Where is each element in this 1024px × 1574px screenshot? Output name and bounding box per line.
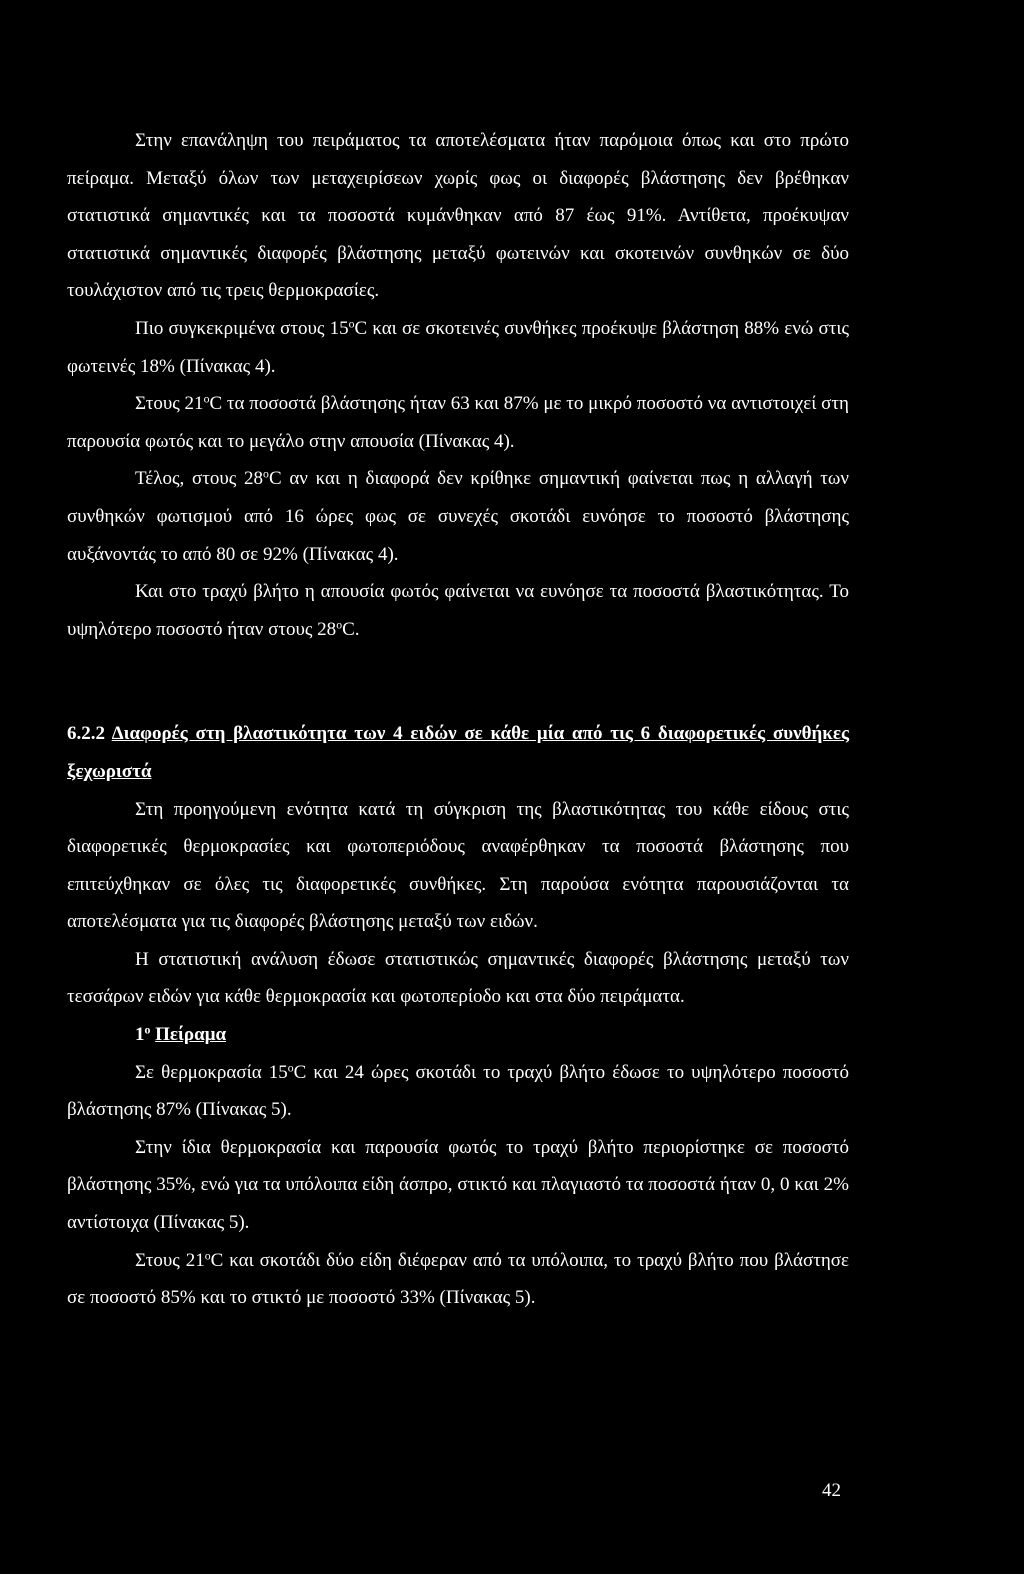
paragraph-2-text-b: C και σε σκοτεινές συνθήκες προέκυψε βλάστηση 88% ενώ στις φωτεινές 18% (Πίνακας 4). — [67, 317, 849, 377]
subheading-experiment-1 — [67, 1016, 849, 1054]
paragraph-2 — [67, 310, 849, 385]
paragraph-4-text-a: Τέλος, στους 28 — [135, 468, 264, 490]
paragraph-8-text-a: Σε θερμοκρασία 15 — [135, 1061, 288, 1083]
paragraph-7: Η στατιστική ανάλυση έδωσε στατιστικώς σημαντικές διαφορές βλάστησης μεταξύ των τεσσάρων ειδών για κάθε θερμοκρασία και φωτοπερίοδο και στα δύο πειράματα. — [67, 948, 849, 1008]
section-number: 6.2.2 — [67, 723, 105, 745]
degree-sign: o — [348, 317, 355, 331]
paragraph-5-text-b: C. — [342, 618, 360, 640]
paragraph-1: Στην επανάληψη του πειράματος τα αποτελέσματα ήταν παρόμοια όπως και στο πρώτο πείραμα. Μεταξύ όλων των μεταχειρίσεων χωρίς φως οι διαφορές βλάστησης δεν βρέθηκαν στατιστικά σημαντικές και τα ποσοστά κυμάνθηκαν από 87 έως 91%. Αντίθετα, προέκυψαν στατιστικά σημαντικές διαφορές βλάστησης μεταξύ φωτεινών και σκοτεινών συνθηκών σε δύο τουλάχιστον από τις τρεις θερμοκρασίες. — [67, 130, 849, 302]
subheading-title: Πείραμα — [155, 1024, 227, 1046]
paragraph-9 — [67, 1129, 849, 1242]
ordinal-sign: ο — [144, 1023, 151, 1037]
paragraph-10-text-a: Στους 21 — [135, 1249, 205, 1271]
paragraph-10-text-b: C και σκοτάδι δύο είδη διέφεραν από τα υπόλοιπα, το τραχύ βλήτο που βλάστησε σε ποσοστό 85% και το στικτό με ποσοστό 33% (Πίνακας 5). — [67, 1249, 849, 1309]
paragraph-5-text-a: Και στο τραχύ βλήτο η απουσία φωτός φαίνεται να ευνόησε τα ποσοστά βλαστικότητας. Το υψηλότερο ποσοστό ήταν στους 28 — [67, 581, 849, 640]
paragraph-10 — [67, 1242, 849, 1317]
section-title: Διαφορές στη βλαστικότητα των 4 ειδών σε κάθε μία από τις 6 διαφορετικές συνθήκες ξεχωριστά — [67, 723, 849, 782]
degree-sign: o — [263, 467, 269, 481]
page-number: 42 — [822, 1480, 841, 1501]
paragraph-6: Στη προηγούμενη ενότητα κατά τη σύγκριση της βλαστικότητας του κάθε είδους στις διαφορετικές θερμοκρασίες και φωτοπεριόδους αναφέρθηκαν τα ποσοστά βλάστησης που επιτεύχθηκαν σε όλες τις διαφορετικές συνθήκες. Στη παρούσα ενότητα παρουσιάζονται τα αποτελέσματα για τις διαφορές βλάστησης μεταξύ των ειδών. — [67, 798, 849, 933]
paragraph-4-text-b: C αν και η διαφορά δεν κρίθηκε σημαντική φαίνεται πως η αλλαγή των συνθηκών φωτισμού από 16 ώρες φως σε συνεχές σκοτάδι ευνόησε το ποσοστό βλάστησης αυξάνοντάς το από 80 σε 92% (Πίνακας 4). — [67, 468, 849, 565]
paragraph-3 — [67, 385, 849, 460]
paragraph-2-text-a: Πιο συγκεκριμένα στους 15 — [135, 317, 349, 339]
paragraph-8-text-b: C και 24 ώρες σκοτάδι το τραχύ βλήτο έδωσε το υψηλότερο ποσοστό βλάστησης 87% (Πίνακας 5). — [67, 1061, 849, 1121]
section-heading — [67, 715, 849, 790]
degree-sign: o — [287, 1061, 294, 1075]
degree-sign: o — [203, 392, 210, 406]
degree-sign: o — [336, 618, 343, 632]
paragraph-3-text-b: C τα ποσοστά βλάστησης ήταν 63 και 87% με το μικρό ποσοστό να αντιστοιχεί στη παρουσία φωτός και το μεγάλο στην απουσία (Πίνακας 4). — [67, 393, 849, 452]
paragraph-4 — [67, 460, 849, 573]
subheading-number: 1 — [135, 1024, 145, 1046]
paragraph-8 — [67, 1054, 849, 1129]
document-body — [67, 122, 849, 1317]
degree-sign: o — [204, 1249, 211, 1263]
paragraph-3-text-a: Στους 21 — [135, 393, 204, 415]
paragraph-5 — [67, 573, 849, 648]
paragraph-9-text: Στην ίδια θερμοκρασία και παρουσία φωτός το τραχύ βλήτο περιορίστηκε σε ποσοστό βλάστησης 35%, ενώ για τα υπόλοιπα είδη άσπρο, στικτό και πλαγιαστό τα ποσοστά ήταν 0, 0 και 2% αντίστοιχα (Πίνακας 5). — [67, 1136, 849, 1234]
